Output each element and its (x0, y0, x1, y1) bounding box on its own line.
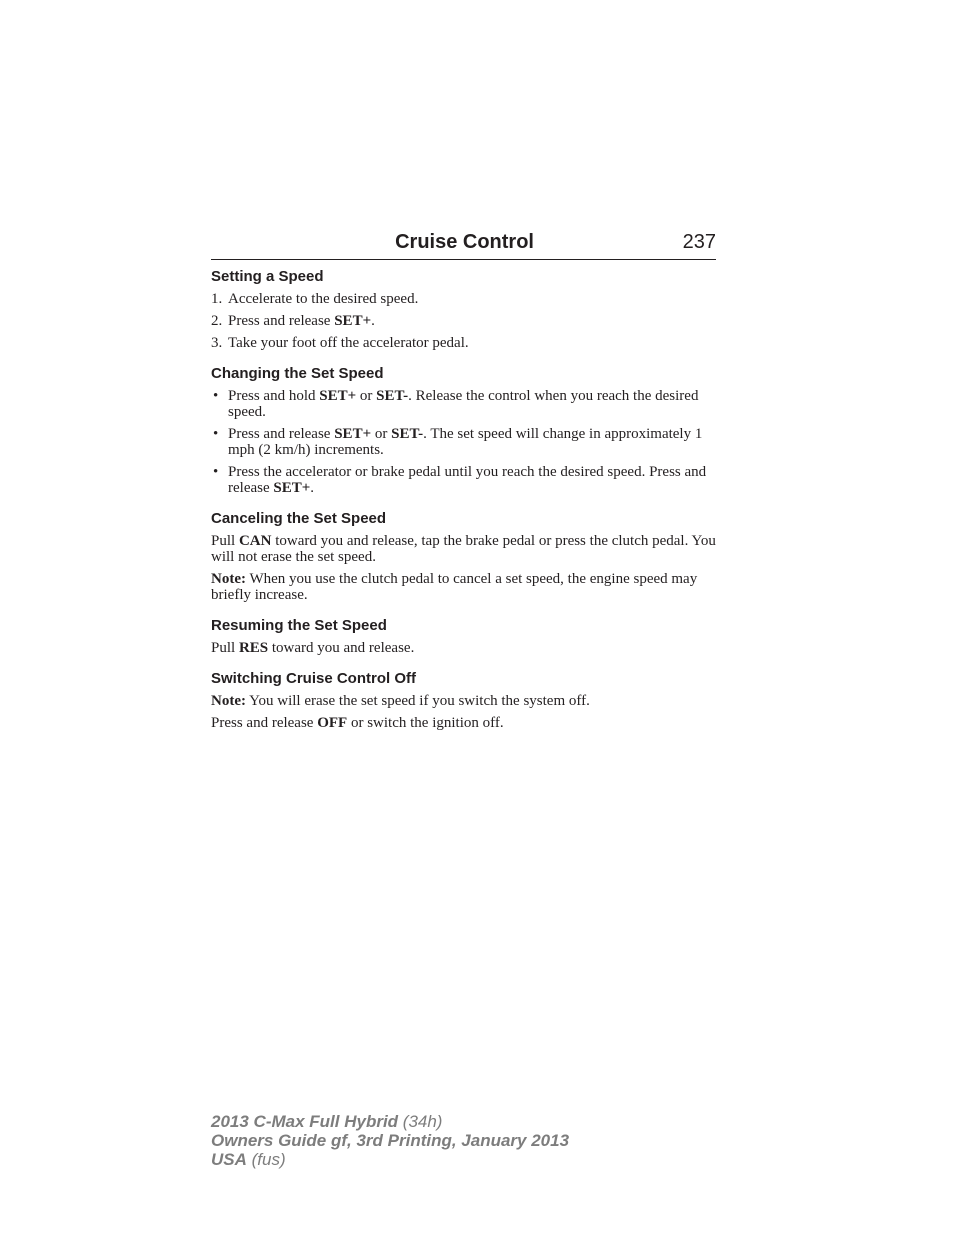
note-paragraph: Note: You will erase the set speed if you switch the system off. (211, 693, 590, 709)
section-heading: Changing the Set Speed (211, 365, 384, 382)
list-text: Accelerate to the desired speed. (228, 291, 419, 307)
control-label: SET+ (334, 426, 372, 442)
control-label: RES (238, 640, 269, 656)
bullet-icon: • (213, 388, 219, 404)
control-label: SET+ (334, 313, 372, 329)
list-text: Press and release SET+. (228, 313, 375, 329)
section-resuming-speed (211, 617, 716, 656)
footer-line-guide: Owners Guide gf, 3rd Printing, January 2013 (211, 1131, 570, 1150)
list-number: 3. (211, 335, 223, 351)
list-item (211, 313, 716, 329)
paragraph: Pull CAN toward you and release, tap the brake pedal or press the clutch pedal. You will not erase the set speed. (211, 533, 716, 565)
note-label: Note: (211, 693, 246, 709)
section-canceling-speed (211, 510, 716, 603)
list-item (211, 291, 716, 307)
control-label: SET+ (319, 388, 357, 404)
control-label: SET+ (273, 480, 311, 496)
section-heading: Switching Cruise Control Off (211, 670, 416, 687)
page-content (211, 268, 716, 745)
section-changing-speed (211, 365, 716, 496)
footer-line-model: 2013 C-Max Full Hybrid (34h) (211, 1112, 443, 1131)
bullet-icon: • (213, 426, 219, 442)
list-item (211, 388, 716, 420)
list-item (211, 464, 716, 496)
list-item (211, 335, 716, 351)
control-label: SET- (391, 426, 424, 442)
list-text: Press the accelerator or brake pedal until you reach the desired speed. Press and release SET+. (228, 464, 707, 496)
section-heading: Setting a Speed (211, 268, 324, 285)
list-item (211, 426, 716, 458)
paragraph: Pull RES toward you and release. (211, 640, 415, 656)
list-text: Press and hold SET+ or SET-. Release the control when you reach the desired speed. (228, 388, 699, 420)
page-number: 237 (682, 231, 716, 253)
list-number: 2. (211, 313, 223, 329)
section-setting-speed (211, 268, 716, 351)
footer-line-region: USA (fus) (211, 1150, 286, 1169)
section-heading: Resuming the Set Speed (211, 617, 387, 634)
note-label: Note: (211, 571, 246, 587)
paragraph: Press and release OFF or switch the ignition off. (211, 715, 504, 731)
control-label: SET- (376, 388, 409, 404)
page-header (211, 228, 716, 260)
chapter-title: Cruise Control (395, 231, 534, 253)
list-text: Take your foot off the accelerator pedal. (228, 335, 469, 351)
page-footer (211, 1112, 569, 1169)
note-paragraph: Note: When you use the clutch pedal to cancel a set speed, the engine speed may briefly increase. (211, 571, 698, 603)
section-switching-off (211, 670, 716, 731)
control-label: CAN (238, 533, 272, 549)
bullet-icon: • (213, 464, 219, 480)
section-heading: Canceling the Set Speed (211, 510, 387, 527)
list-text: Press and release SET+ or SET-. The set speed will change in approximately 1 mph (2 km/h) increments. (228, 426, 703, 458)
control-label: OFF (317, 715, 348, 731)
list-number: 1. (211, 291, 223, 307)
